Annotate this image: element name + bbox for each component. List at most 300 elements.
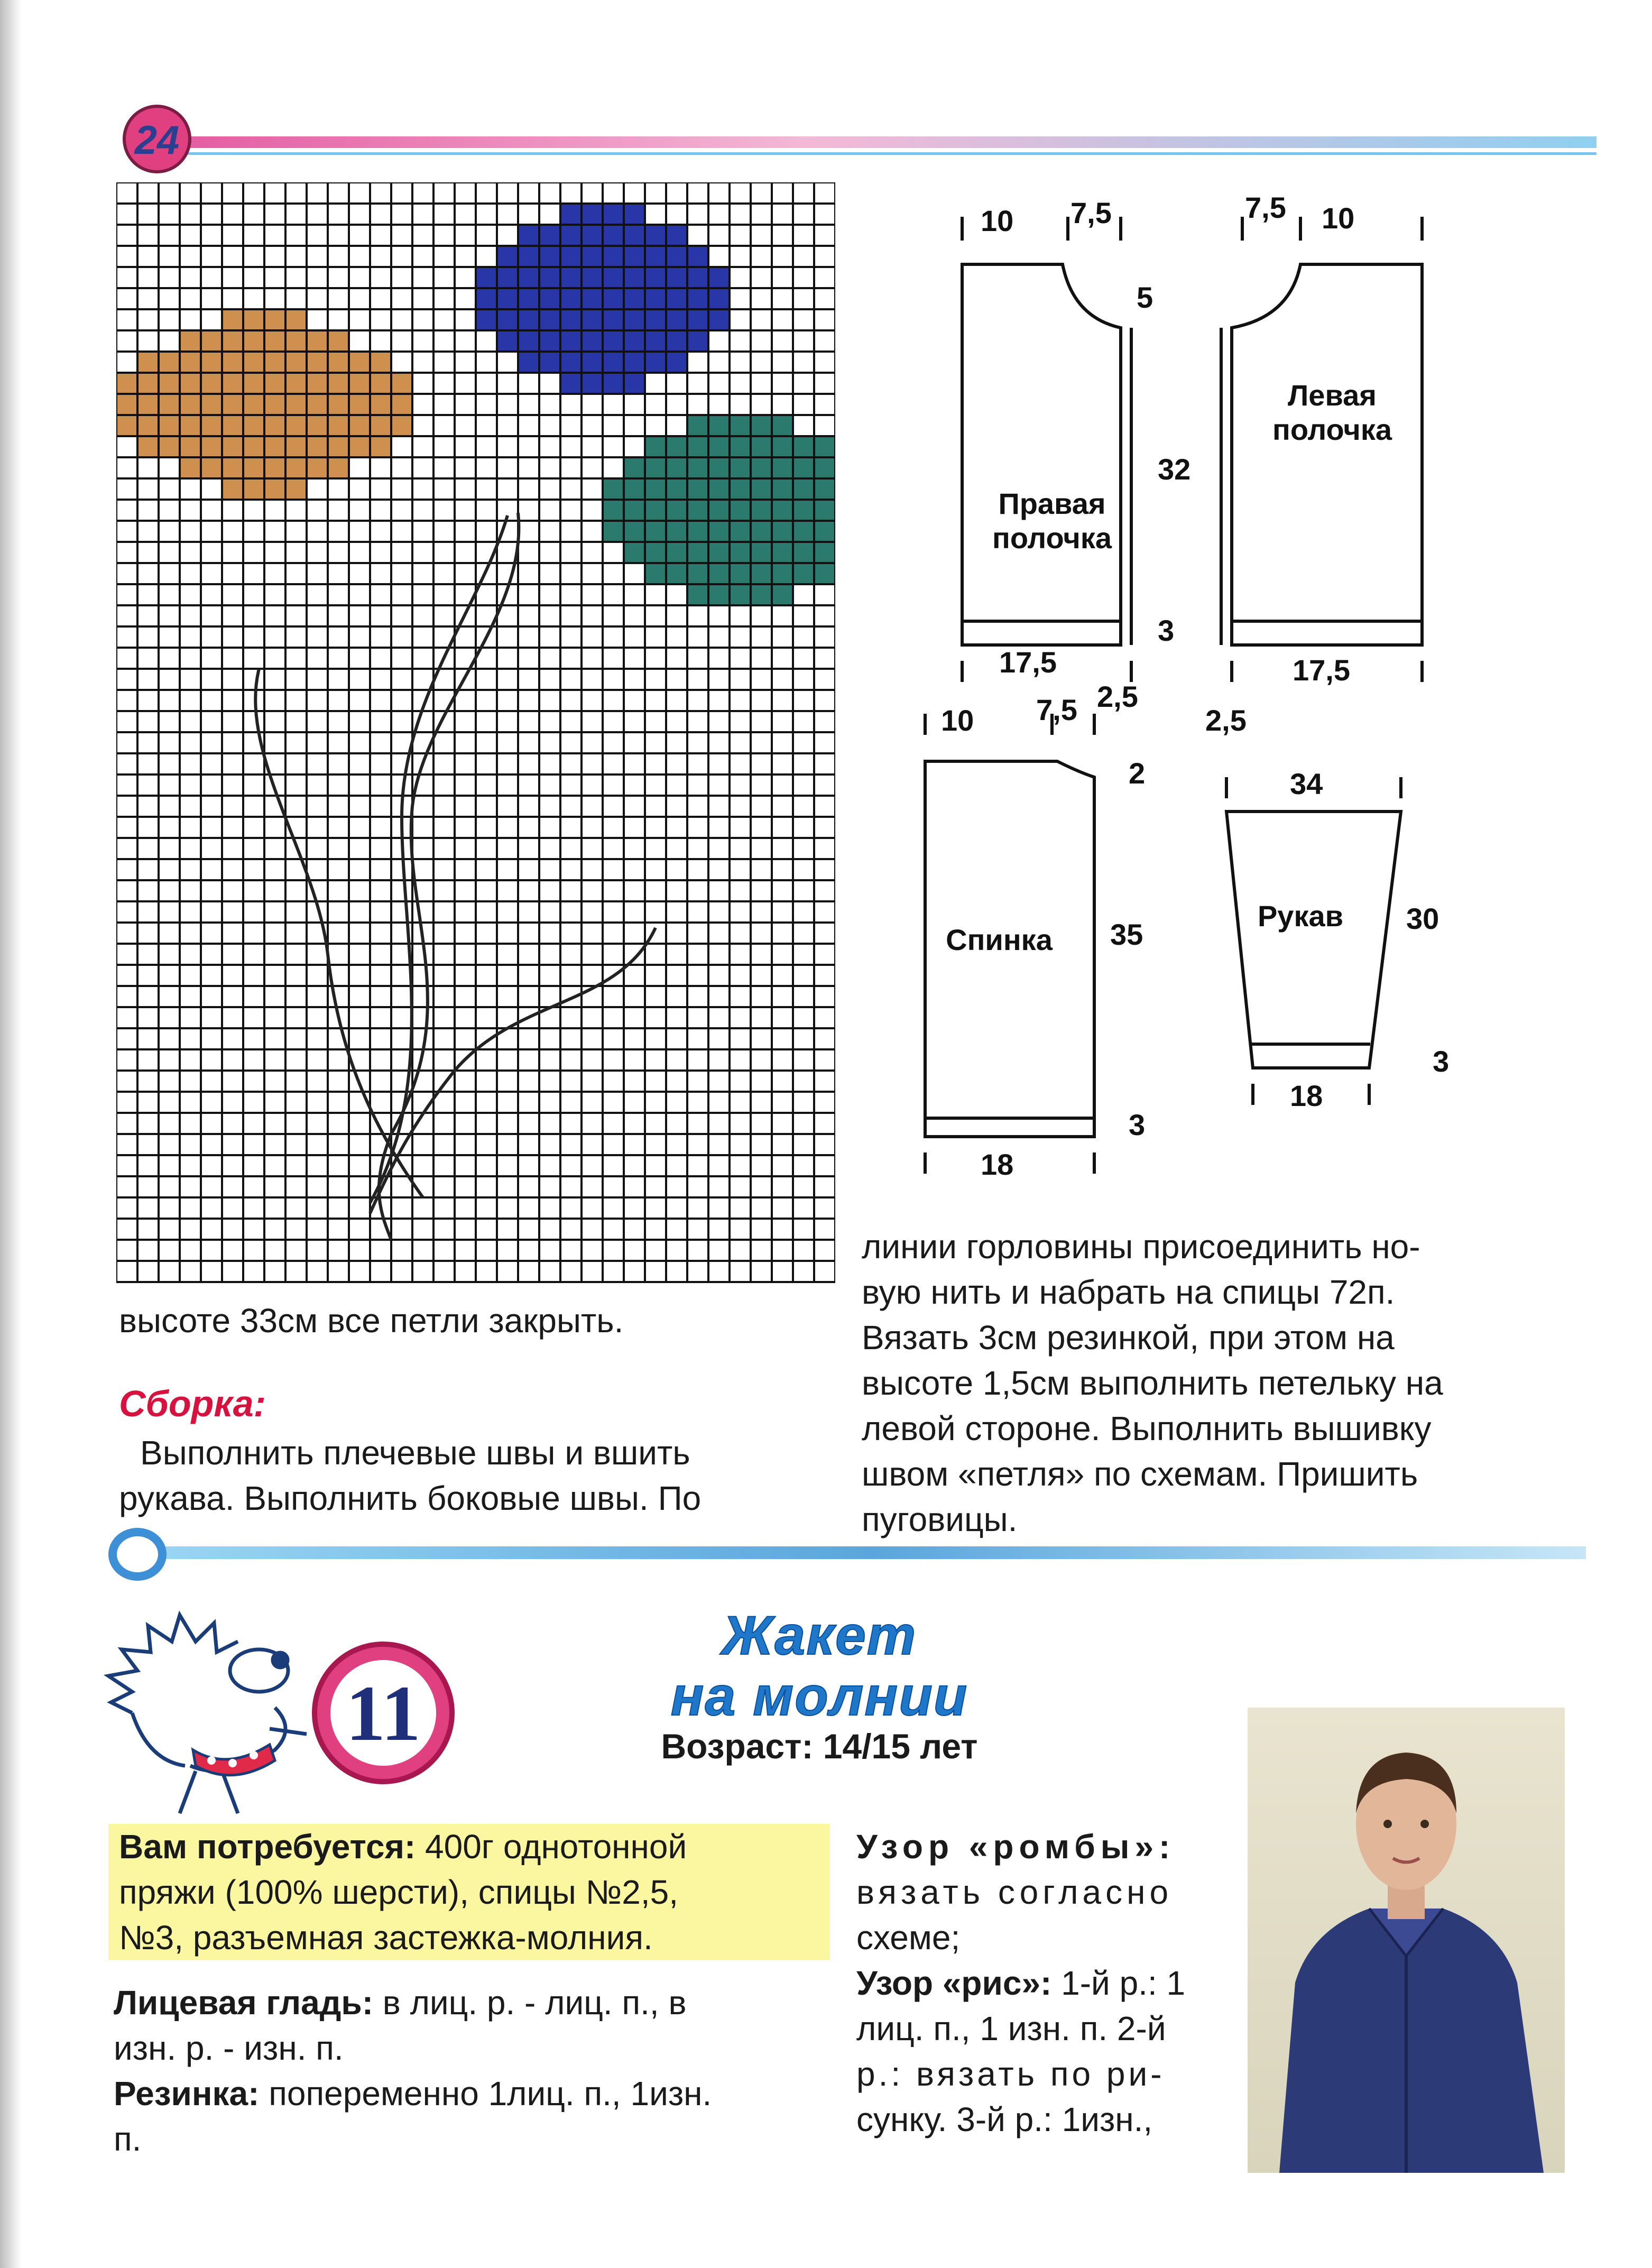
teal-balloon-cell <box>708 415 730 436</box>
teal-balloon-cell <box>687 542 708 563</box>
blue-balloon-cell <box>666 267 687 288</box>
header-rule <box>159 136 1596 148</box>
blue-balloon-cell <box>687 288 708 309</box>
sleeve-rib: 3 <box>1433 1045 1450 1078</box>
model-figure-icon <box>1248 1708 1565 2173</box>
teal-balloon-cell <box>708 542 730 563</box>
teal-balloon-cell <box>708 457 730 478</box>
blue-balloon-cell <box>645 288 666 309</box>
blue-balloon-cell <box>645 225 666 246</box>
diamond-label: Узор «ромбы»: <box>856 1828 1176 1866</box>
page-number: 24 <box>134 118 180 163</box>
blue-balloon-cell <box>582 225 603 246</box>
blue-balloon-cell <box>518 352 539 373</box>
orange-balloon-cell <box>180 394 201 415</box>
teal-balloon-cell <box>751 542 772 563</box>
orange-balloon-cell <box>222 330 243 352</box>
sleeve-height: 30 <box>1406 902 1439 935</box>
hedgehog-mascot-icon <box>100 1591 322 1824</box>
orange-balloon-cell <box>137 394 159 415</box>
teal-balloon-cell <box>793 500 814 521</box>
right-front-outline <box>962 264 1121 645</box>
orange-balloon-cell <box>243 394 264 415</box>
materials-label: Вам потребуется: <box>119 1828 416 1866</box>
blue-balloon-cell <box>518 309 539 330</box>
orange-balloon-cell <box>180 352 201 373</box>
orange-balloon-cell <box>264 436 285 457</box>
blue-balloon-cell <box>539 246 560 267</box>
teal-balloon-cell <box>624 478 645 500</box>
lf-top-w: 10 <box>1322 201 1355 235</box>
orange-balloon-cell <box>349 415 370 436</box>
materials-line-3: №3, разъемная застежка-молния. <box>119 1919 653 1957</box>
blue-balloon-cell <box>687 309 708 330</box>
orange-balloon-cell <box>285 436 307 457</box>
teal-balloon-cell <box>772 436 793 457</box>
right-col-text <box>862 1224 1575 1542</box>
orange-balloon-cell <box>180 415 201 436</box>
stockinette-block <box>114 1980 825 2162</box>
teal-balloon-cell <box>603 500 624 521</box>
orange-balloon-cell <box>137 352 159 373</box>
orange-balloon-cell <box>328 394 349 415</box>
age-value: 14/15 лет <box>823 1727 978 1766</box>
orange-balloon-cell <box>328 457 349 478</box>
blue-balloon-cell <box>539 352 560 373</box>
rf-top-w: 10 <box>981 204 1014 237</box>
string-orange <box>255 669 423 1197</box>
teal-balloon-cell <box>645 521 666 542</box>
orange-balloon-cell <box>180 436 201 457</box>
teal-balloon-cell <box>624 457 645 478</box>
orange-balloon-cell <box>264 309 285 330</box>
teal-balloon-cell <box>793 542 814 563</box>
back-neck-w: 7,5 <box>1036 693 1077 726</box>
blue-balloon-cell <box>518 246 539 267</box>
blue-balloon-cell <box>497 309 518 330</box>
orange-balloon-cell <box>391 415 412 436</box>
teal-balloon-cell <box>708 521 730 542</box>
stockinette-label: Лицевая гладь: <box>114 1984 373 2022</box>
blue-balloon-cell <box>560 246 582 267</box>
assembly-heading: Сборка: <box>119 1383 266 1424</box>
teal-balloon-cell <box>751 500 772 521</box>
back-top-w: 10 <box>941 704 974 737</box>
right-line-3: Вязать 3см резинкой, при этом на <box>862 1319 1395 1357</box>
diamond-line-1: вязать согласно <box>856 1873 1173 1911</box>
age-line <box>582 1726 1057 1766</box>
orange-balloon-cell <box>243 457 264 478</box>
teal-balloon-cell <box>814 478 835 500</box>
blue-balloon-cell <box>645 330 666 352</box>
sleeve-label: Рукав <box>1257 899 1344 933</box>
blue-balloon-cell <box>666 352 687 373</box>
left-front-label: Левая полочка <box>1272 379 1392 446</box>
teal-balloon-cell <box>708 436 730 457</box>
materials-block <box>108 1824 830 1960</box>
teal-balloon-cell <box>772 457 793 478</box>
blue-balloon-cell <box>603 267 624 288</box>
teal-balloon-cell <box>708 563 730 584</box>
blue-balloon-cell <box>539 330 560 352</box>
teal-balloon-cell <box>687 478 708 500</box>
teal-balloon-cell <box>814 542 835 563</box>
teal-balloon-cell <box>730 457 751 478</box>
orange-balloon-cell <box>116 394 137 415</box>
right-line-1: линии горловины присоединить но- <box>862 1228 1420 1266</box>
teal-balloon-cell <box>730 500 751 521</box>
materials-line-2: пряжи (100% шерсти), спицы №2,5, <box>119 1873 679 1911</box>
blue-balloon-cell <box>603 225 624 246</box>
lf-neck-w: 7,5 <box>1245 191 1286 224</box>
orange-balloon-cell <box>307 373 328 394</box>
orange-balloon-cell <box>180 457 201 478</box>
header-rule-line <box>159 152 1596 155</box>
teal-balloon-cell <box>708 584 730 605</box>
blue-balloon-cell <box>645 267 666 288</box>
blue-balloon-cell <box>560 373 582 394</box>
orange-balloon-cell <box>159 436 180 457</box>
orange-balloon-cell <box>201 415 222 436</box>
blue-balloon-cell <box>645 309 666 330</box>
orange-balloon-cell <box>222 352 243 373</box>
orange-balloon-cell <box>264 415 285 436</box>
teal-balloon-cell <box>793 563 814 584</box>
teal-balloon-cell <box>730 521 751 542</box>
orange-balloon-cell <box>264 457 285 478</box>
orange-balloon-cell <box>285 415 307 436</box>
blue-balloon-cell <box>624 246 645 267</box>
orange-balloon-cell <box>264 373 285 394</box>
project-number: 11 <box>346 1670 421 1757</box>
blue-balloon-cell <box>582 309 603 330</box>
teal-balloon-cell <box>793 521 814 542</box>
blue-balloon-cell <box>603 352 624 373</box>
blue-balloon-cell <box>624 330 645 352</box>
orange-balloon-cell <box>243 436 264 457</box>
teal-balloon-cell <box>624 542 645 563</box>
lf-bottom-w: 17,5 <box>1293 653 1350 687</box>
orange-balloon-cell <box>243 415 264 436</box>
orange-balloon-cell <box>222 415 243 436</box>
teal-balloon-cell <box>666 521 687 542</box>
orange-balloon-cell <box>180 330 201 352</box>
blue-balloon-cell <box>518 267 539 288</box>
blue-balloon-cell <box>645 352 666 373</box>
right-line-4: высоте 1,5см выполнить петельку на <box>862 1364 1443 1402</box>
orange-balloon-cell <box>222 478 243 500</box>
blue-balloon-cell <box>666 309 687 330</box>
teal-balloon-cell <box>772 415 793 436</box>
blue-balloon-cell <box>497 330 518 352</box>
rf-rib: 3 <box>1158 614 1175 647</box>
orange-balloon-cell <box>285 373 307 394</box>
teal-balloon-cell <box>645 457 666 478</box>
back-neck-d: 2 <box>1129 757 1146 790</box>
orange-balloon-cell <box>349 352 370 373</box>
blue-balloon-cell <box>666 246 687 267</box>
orange-balloon-cell <box>116 373 137 394</box>
orange-balloon-cell <box>307 457 328 478</box>
blue-balloon-cell <box>476 267 497 288</box>
teal-balloon-cell <box>814 521 835 542</box>
rf-bottom-w: 17,5 <box>999 646 1057 679</box>
blue-balloon-cell <box>560 288 582 309</box>
blue-balloon-cell <box>582 330 603 352</box>
teal-balloon-cell <box>772 542 793 563</box>
orange-balloon-cell <box>137 415 159 436</box>
assembly-line-1: Выполнить плечевые швы и вшить <box>140 1434 690 1472</box>
teal-balloon-cell <box>645 542 666 563</box>
orange-balloon-cell <box>349 373 370 394</box>
back-bottom-w: 18 <box>981 1148 1014 1181</box>
blue-balloon-cell <box>666 288 687 309</box>
blue-balloon-cell <box>539 309 560 330</box>
blue-balloon-cell <box>603 204 624 225</box>
back-height: 35 <box>1110 918 1143 951</box>
teal-balloon-cell <box>730 584 751 605</box>
right-front-label: Правая полочка <box>992 487 1112 555</box>
teal-balloon-cell <box>772 521 793 542</box>
teal-balloon-cell <box>730 415 751 436</box>
back-label: Спинка <box>946 923 1053 956</box>
left-col-end-text: высоте 33см все петли закрыть. <box>119 1302 624 1340</box>
blue-balloon-cell <box>666 225 687 246</box>
teal-balloon-cell <box>687 415 708 436</box>
blue-balloon-cell <box>497 246 518 267</box>
right-line-2: вую нить и набрать на спицы 72п. <box>862 1273 1395 1311</box>
orange-balloon-cell <box>307 394 328 415</box>
rf-neck-w: 7,5 <box>1070 196 1112 229</box>
teal-balloon-cell <box>793 457 814 478</box>
left-front-outline <box>1232 264 1422 645</box>
blue-balloon-cell <box>624 373 645 394</box>
blue-balloon-cell <box>687 246 708 267</box>
blue-balloon-cell <box>560 352 582 373</box>
right-line-6: швом «петля» по схемам. Пришить <box>862 1455 1418 1493</box>
orange-balloon-cell <box>201 394 222 415</box>
blue-balloon-cell <box>624 225 645 246</box>
teal-balloon-cell <box>666 478 687 500</box>
teal-balloon-cell <box>645 478 666 500</box>
blue-balloon-cell <box>539 225 560 246</box>
orange-balloon-cell <box>159 394 180 415</box>
rf-neck-d: 5 <box>1137 281 1153 314</box>
blue-balloon-cell <box>582 352 603 373</box>
orange-balloon-cell <box>349 436 370 457</box>
blue-balloon-cell <box>624 352 645 373</box>
divider-ring <box>108 1528 167 1581</box>
teal-balloon-cell <box>793 478 814 500</box>
blue-balloon-cell <box>687 330 708 352</box>
teal-balloon-cell <box>645 436 666 457</box>
teal-balloon-cell <box>793 436 814 457</box>
orange-balloon-cell <box>391 373 412 394</box>
orange-balloon-cell <box>137 373 159 394</box>
rice-line-2: лиц. п., 1 изн. п. 2-й <box>856 2009 1166 2048</box>
rf-band: 2,5 <box>1097 680 1138 713</box>
teal-balloon-cell <box>708 478 730 500</box>
model-photo <box>1248 1708 1565 2173</box>
teal-balloon-cell <box>751 415 772 436</box>
assembly-line-2: рукава. Выполнить боковые швы. По <box>119 1479 702 1517</box>
teal-balloon-cell <box>645 500 666 521</box>
back-rib: 3 <box>1129 1108 1146 1141</box>
blue-balloon-cell <box>582 267 603 288</box>
garment-schematics <box>899 190 1639 1195</box>
blue-balloon-cell <box>624 309 645 330</box>
teal-balloon-cell <box>666 542 687 563</box>
orange-balloon-cell <box>264 394 285 415</box>
orange-balloon-cell <box>201 457 222 478</box>
orange-balloon-cell <box>222 457 243 478</box>
materials-line-1: Вам потребуется: 400г однотонной <box>119 1828 687 1866</box>
orange-balloon-cell <box>391 394 412 415</box>
blue-balloon-cell <box>518 288 539 309</box>
orange-balloon-cell <box>201 352 222 373</box>
blue-balloon-cell <box>624 204 645 225</box>
right-line-5: левой стороне. Выполнить вышивку <box>862 1409 1432 1448</box>
orange-balloon-cell <box>243 352 264 373</box>
assembly-text <box>119 1430 833 1521</box>
orange-balloon-cell <box>243 330 264 352</box>
rice-line-1: Узор «рис»: 1-й р.: 1 <box>856 1964 1186 2002</box>
sleeve-outline <box>1226 812 1401 1068</box>
teal-balloon-cell <box>751 563 772 584</box>
teal-balloon-cell <box>814 436 835 457</box>
blue-balloon-cell <box>476 309 497 330</box>
orange-balloon-cell <box>370 373 391 394</box>
teal-balloon-cell <box>772 584 793 605</box>
blue-balloon-cell <box>666 330 687 352</box>
orange-balloon-cell <box>264 352 285 373</box>
rice-label: Узор «рис»: <box>856 1964 1052 2002</box>
rib-line-1: Резинка: попеременно 1лиц. п., 1изн. <box>114 2075 712 2113</box>
blue-balloon-cell <box>603 309 624 330</box>
blue-balloon-cell <box>582 288 603 309</box>
teal-balloon-cell <box>645 563 666 584</box>
teal-balloon-cell <box>751 478 772 500</box>
blue-balloon-cell <box>497 267 518 288</box>
blue-balloon-cell <box>624 288 645 309</box>
orange-balloon-cell <box>328 436 349 457</box>
orange-balloon-cell <box>222 436 243 457</box>
blue-balloon-cell <box>603 330 624 352</box>
orange-balloon-cell <box>159 373 180 394</box>
orange-balloon-cell <box>222 373 243 394</box>
blue-balloon-cell <box>645 246 666 267</box>
scan-edge <box>0 0 21 2268</box>
orange-balloon-cell <box>370 415 391 436</box>
blue-balloon-cell <box>497 288 518 309</box>
blue-balloon-cell <box>708 267 730 288</box>
orange-balloon-cell <box>137 436 159 457</box>
blue-balloon-cell <box>687 267 708 288</box>
blue-balloon-cell <box>708 288 730 309</box>
blue-balloon-cell <box>518 225 539 246</box>
teal-balloon-cell <box>730 563 751 584</box>
lf-band: 2,5 <box>1205 704 1247 737</box>
teal-balloon-cell <box>730 542 751 563</box>
rf-height: 32 <box>1158 453 1191 486</box>
orange-balloon-cell <box>285 394 307 415</box>
age-label: Возраст: <box>661 1727 814 1766</box>
orange-balloon-cell <box>370 352 391 373</box>
teal-balloon-cell <box>603 521 624 542</box>
embroidery-chart <box>116 182 835 1290</box>
teal-balloon-cell <box>814 563 835 584</box>
teal-balloon-cell <box>814 457 835 478</box>
stockinette-line-2: изн. р. - изн. п. <box>114 2029 344 2067</box>
blue-balloon-cell <box>603 288 624 309</box>
orange-balloon-cell <box>307 436 328 457</box>
teal-balloon-cell <box>772 478 793 500</box>
teal-balloon-cell <box>603 478 624 500</box>
teal-balloon-cell <box>751 457 772 478</box>
orange-balloon-cell <box>180 373 201 394</box>
blue-balloon-cell <box>518 330 539 352</box>
sleeve-top-w: 34 <box>1290 767 1323 800</box>
stockinette-line-1: Лицевая гладь: в лиц. р. - лиц. п., в <box>114 1984 687 2022</box>
teal-balloon-cell <box>687 584 708 605</box>
teal-balloon-cell <box>624 521 645 542</box>
blue-balloon-cell <box>476 288 497 309</box>
rice-line-4: сунку. 3-й р.: 1изн., <box>856 2100 1153 2138</box>
teal-balloon-cell <box>772 500 793 521</box>
orange-balloon-cell <box>285 352 307 373</box>
orange-balloon-cell <box>328 330 349 352</box>
teal-balloon-cell <box>687 563 708 584</box>
right-line-7: пуговицы. <box>862 1500 1018 1538</box>
blue-balloon-cell <box>560 225 582 246</box>
orange-balloon-cell <box>307 330 328 352</box>
teal-balloon-cell <box>814 500 835 521</box>
orange-balloon-cell <box>222 309 243 330</box>
blue-balloon-cell <box>603 373 624 394</box>
blue-balloon-cell <box>560 330 582 352</box>
blue-balloon-cell <box>708 309 730 330</box>
teal-balloon-cell <box>687 457 708 478</box>
teal-balloon-cell <box>687 521 708 542</box>
teal-balloon-cell <box>730 436 751 457</box>
rib-label: Резинка: <box>114 2075 260 2113</box>
orange-balloon-cell <box>328 415 349 436</box>
orange-balloon-cell <box>201 330 222 352</box>
orange-balloon-cell <box>243 373 264 394</box>
orange-balloon-cell <box>116 415 137 436</box>
orange-balloon-cell <box>222 394 243 415</box>
orange-balloon-cell <box>243 309 264 330</box>
orange-balloon-cell <box>370 436 391 457</box>
blue-balloon-cell <box>624 267 645 288</box>
orange-balloon-cell <box>285 457 307 478</box>
orange-balloon-cell <box>159 415 180 436</box>
teal-balloon-cell <box>751 521 772 542</box>
teal-balloon-cell <box>687 436 708 457</box>
teal-balloon-cell <box>666 500 687 521</box>
teal-balloon-cell <box>730 478 751 500</box>
blue-balloon-cell <box>539 267 560 288</box>
rice-line-3: р.: вязать по ри- <box>856 2055 1165 2093</box>
rib-line-2: п. <box>114 2120 142 2158</box>
blue-balloon-cell <box>582 246 603 267</box>
orange-balloon-cell <box>285 309 307 330</box>
teal-balloon-cell <box>624 500 645 521</box>
orange-balloon-cell <box>201 373 222 394</box>
project-title-line1: Жакет <box>722 1605 917 1666</box>
orange-balloon-cell <box>370 394 391 415</box>
blue-balloon-cell <box>560 309 582 330</box>
